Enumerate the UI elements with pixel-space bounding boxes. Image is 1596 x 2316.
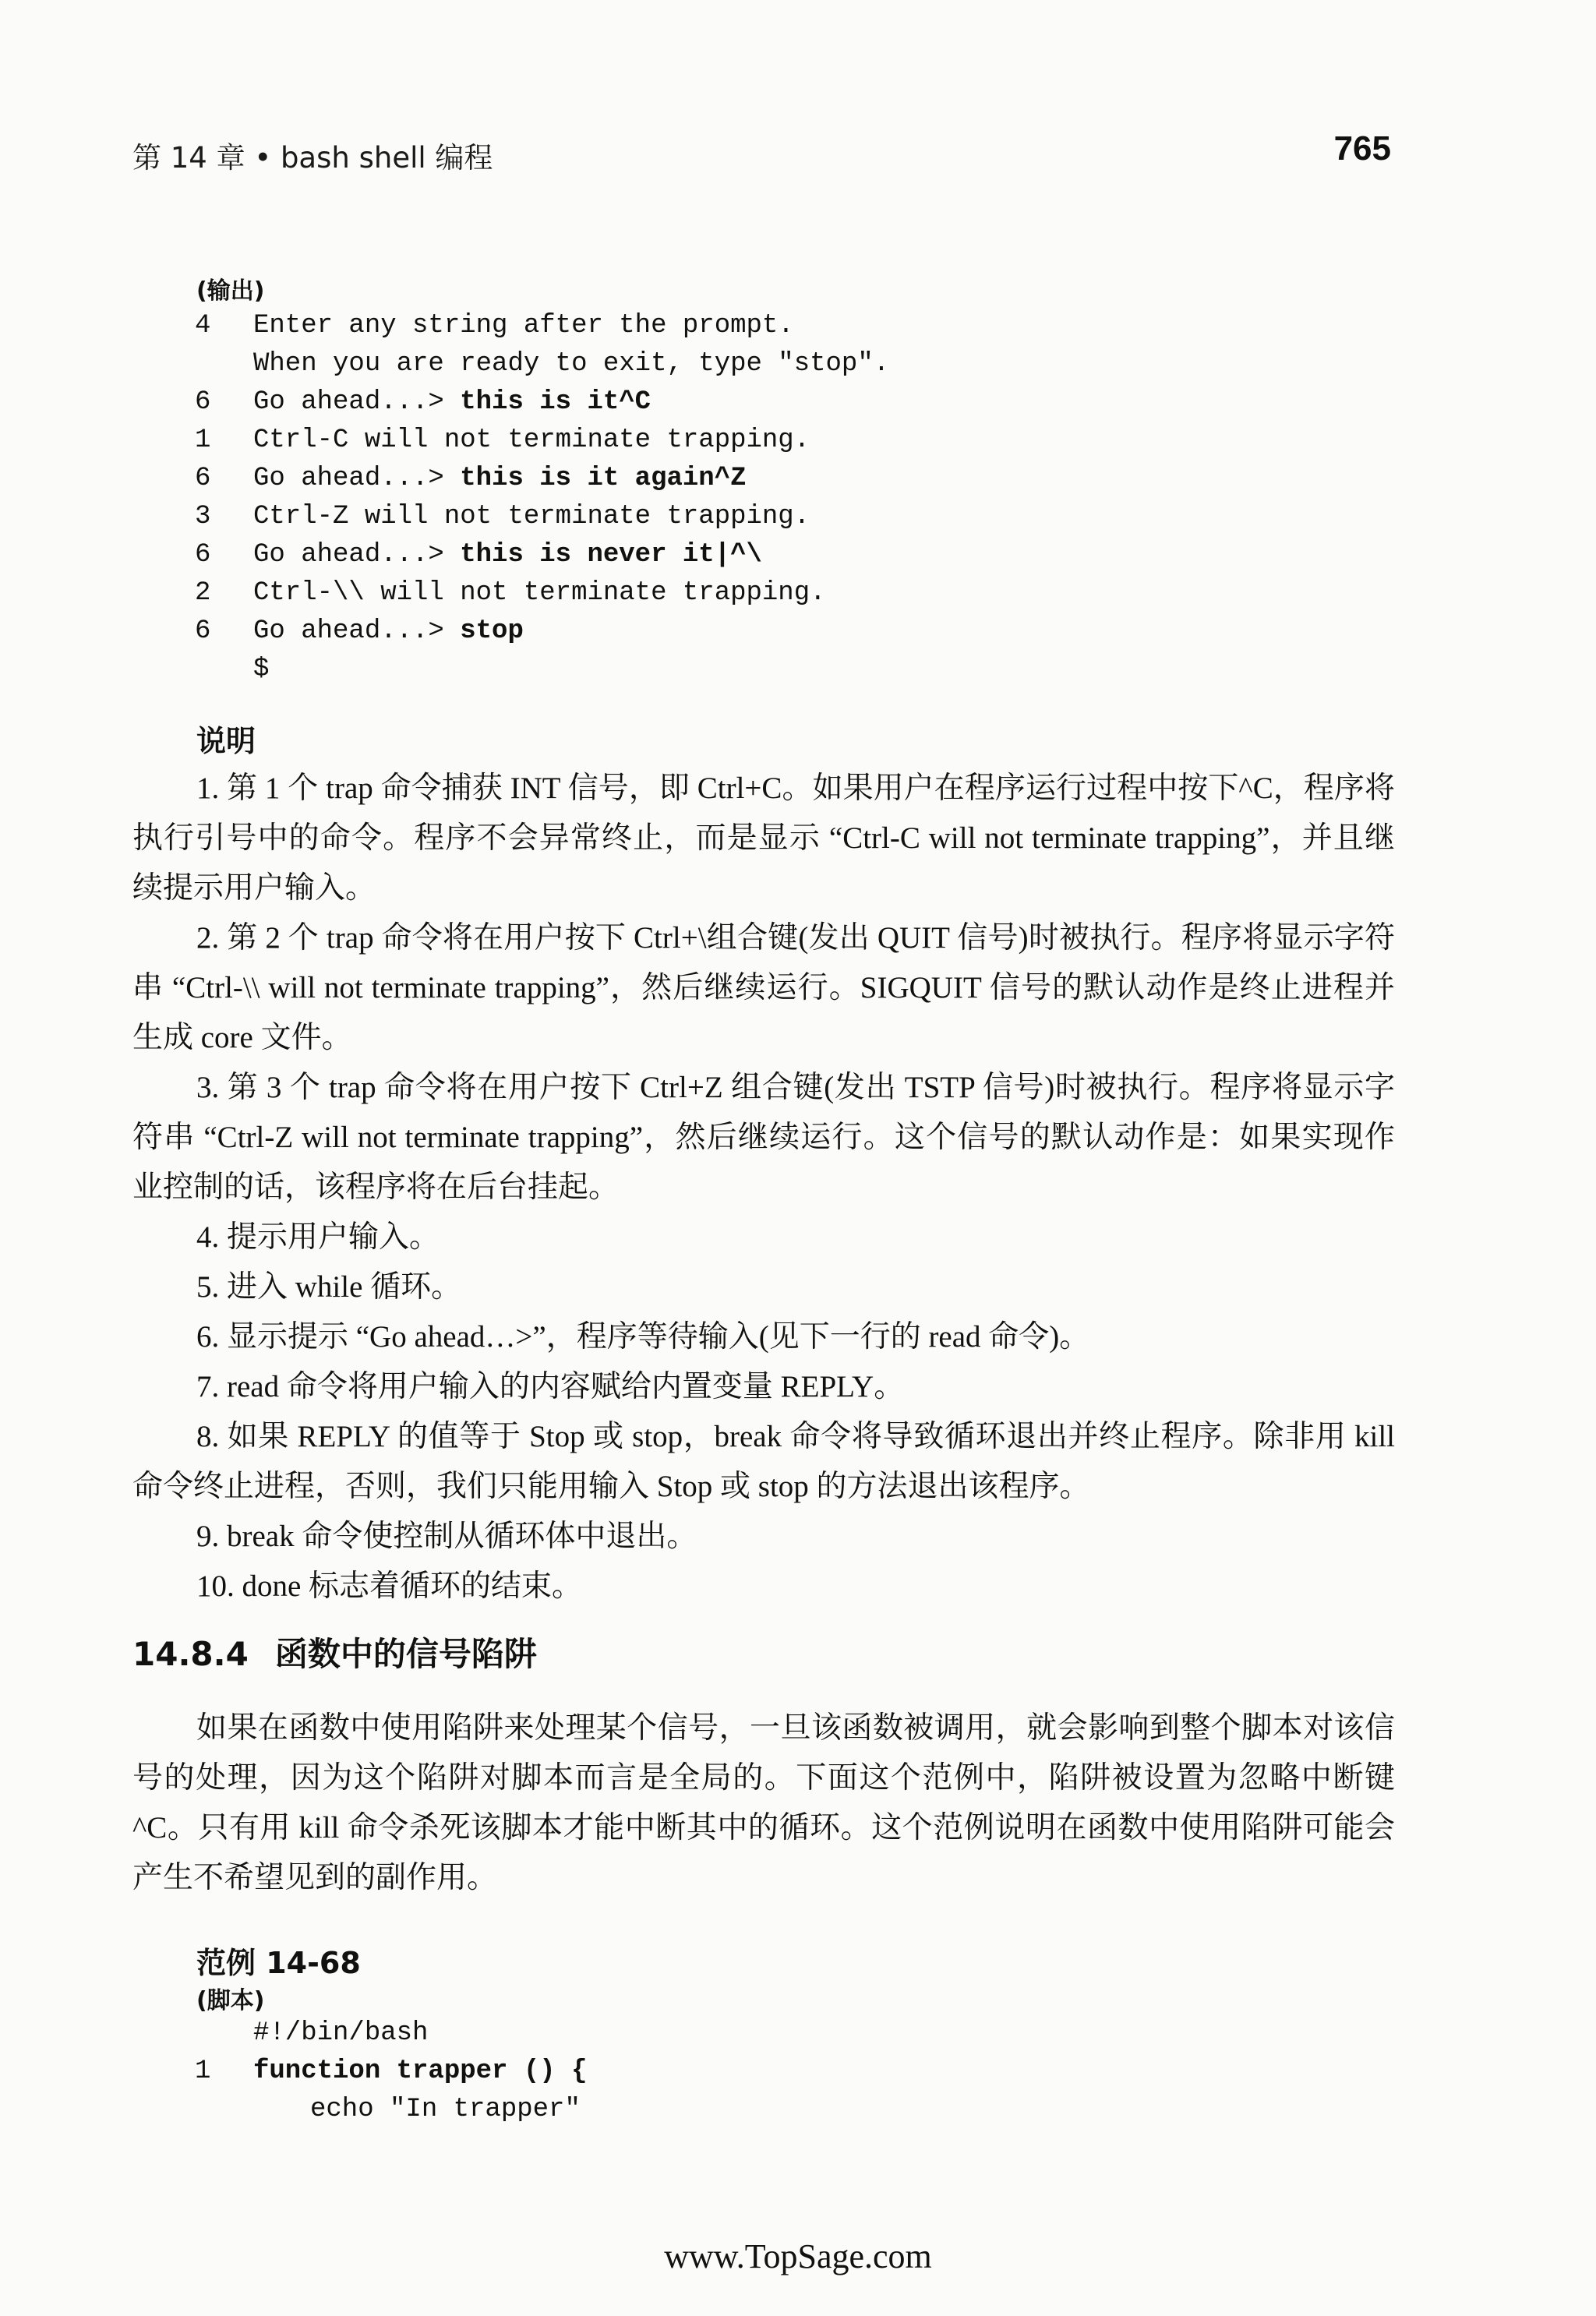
explanation-item: 3. 第 3 个 trap 命令将在用户按下 Ctrl+Z 组合键(发出 TSTP 信号)时被执行。程序将显示字符串 “Ctrl-Z will not terminate trapping”，然后继续运行。这个信号的默认动作是：如果实现作业控制的话，该程序将在后台挂起。: [132, 1071, 1395, 1204]
output-label: (输出): [196, 277, 265, 305]
line-number: 2: [195, 578, 211, 608]
example-title: 范例 14-68: [196, 1946, 361, 1980]
code-plain: echo "In trapper": [310, 2095, 581, 2124]
page-number: 765: [1333, 129, 1391, 168]
code-text: [253, 383, 651, 422]
line-number: 3: [195, 502, 211, 531]
explanation-notes: [132, 764, 1395, 1612]
code-text: [253, 2014, 428, 2053]
explanation-item: 6. 显示提示 “Go ahead…>”，程序等待输入(见下一行的 read 命令)。: [196, 1320, 1090, 1354]
line-number: 1: [195, 425, 211, 455]
code-plain: Ctrl-Z will not terminate trapping.: [253, 502, 810, 531]
explanation-item: 10. done 标志着循环的结束。: [196, 1569, 583, 1603]
example-label: (脚本): [196, 1987, 265, 2014]
line-number: 6: [195, 616, 211, 646]
line-number: 6: [195, 540, 211, 570]
code-bold: this is never it|^\: [460, 540, 762, 570]
code-bold: this is it^C: [460, 387, 651, 417]
code-text: [253, 422, 810, 460]
code-text: [253, 498, 810, 536]
explanation-item: 5. 进入 while 循环。: [196, 1270, 462, 1304]
code-text: [253, 536, 762, 574]
section-paragraph: 如果在函数中使用陷阱来处理某个信号，一旦该函数被调用，就会影响到整个脚本对该信号的处理，因为这个陷阱对脚本而言是全局的。下面这个范例中，陷阱被设置为忽略中断键^C。只有用 kill 命令杀死该脚本才能中断其中的循环。这个范例说明在函数中使用陷阱可能会产生不希望见到的副作用。: [132, 1711, 1395, 1894]
code-text: [253, 307, 794, 345]
code-text: [253, 460, 747, 498]
code-plain: #!/bin/bash: [253, 2018, 429, 2048]
line-number: 4: [195, 311, 211, 341]
line-number: 6: [195, 387, 211, 417]
explanation-item: 9. break 命令使控制从循环体中退出。: [196, 1520, 697, 1553]
explanation-item: 4. 提示用户输入。: [196, 1220, 440, 1254]
explanation-item: 8. 如果 REPLY 的值等于 Stop 或 stop，break 命令将导致循环退出并终止程序。除非用 kill 命令终止进程，否则，我们只能用输入 Stop 或 stop 的方法退出该程序。: [132, 1420, 1395, 1503]
code-plain: $: [253, 655, 270, 684]
section-title: 函数中的信号陷阱: [274, 1635, 537, 1673]
section-heading: [132, 1629, 537, 1675]
running-head: 第 14 章 • bash shell 编程: [132, 141, 493, 175]
explanation-title: 说明: [196, 724, 256, 758]
explanation-item: 1. 第 1 个 trap 命令捕获 INT 信号，即 Ctrl+C。如果用户在程序运行过程中按下^C，程序将执行引号中的命令。程序不会异常终止，而是显示 “Ctrl-C will not terminate trapping”，并且继续提示用户输入。: [132, 771, 1395, 905]
code-plain: Ctrl-C will not terminate trapping.: [253, 425, 810, 455]
section-number: 14.8.4: [132, 1635, 249, 1673]
footer-url: www.TopSage.com: [664, 2237, 932, 2275]
code-text: [253, 345, 889, 383]
code-bold: stop: [460, 616, 524, 646]
code-plain: Go ahead...>: [253, 464, 461, 493]
explanation-item: 7. read 命令将用户输入的内容赋给内置变量 REPLY。: [196, 1370, 905, 1403]
line-number: 6: [195, 464, 211, 493]
code-plain: When you are ready to exit, type "stop".: [253, 349, 890, 379]
code-text: [310, 2091, 581, 2129]
code-plain: Ctrl-\\ will not terminate trapping.: [253, 578, 826, 608]
code-text: [253, 574, 826, 613]
line-number: 1: [195, 2057, 211, 2086]
code-bold: this is it again^Z: [460, 464, 747, 493]
code-plain: Go ahead...>: [253, 387, 461, 417]
code-text: [253, 613, 524, 651]
code-plain: Go ahead...>: [253, 616, 461, 646]
code-bold: function trapper () {: [253, 2057, 588, 2086]
code-plain: Enter any string after the prompt.: [253, 311, 794, 341]
code-plain: Go ahead...>: [253, 540, 461, 570]
code-text: [253, 2053, 587, 2091]
code-text: [253, 651, 269, 689]
explanation-item: 2. 第 2 个 trap 命令将在用户按下 Ctrl+\组合键(发出 QUIT 信号)时被执行。程序将显示字符串 “Ctrl-\\ will not terminate trapping”，然后继续运行。SIGQUIT 信号的默认动作是终止进程并生成 core 文件。: [132, 921, 1395, 1054]
